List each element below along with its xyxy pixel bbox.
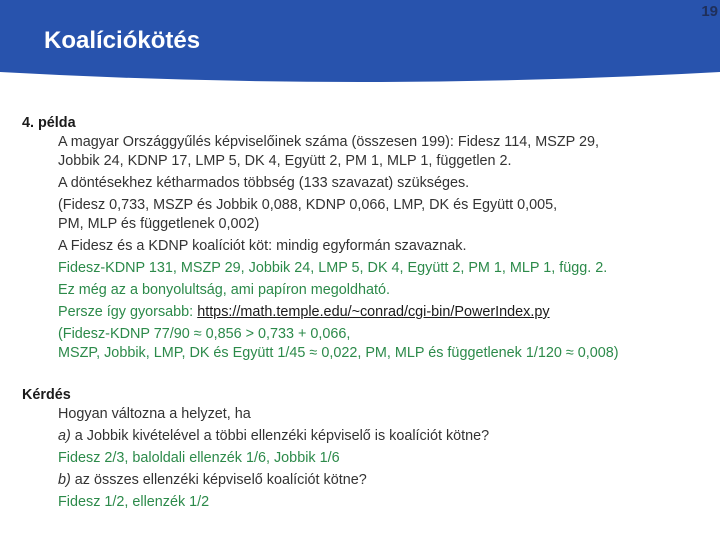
- example-line: PM, MLP és függetlenek 0,002): [58, 216, 260, 232]
- slide-content: [22, 114, 712, 515]
- question-b: [58, 471, 712, 490]
- result-line: (Fidesz-KDNP 77/90 ≈ 0,856 > 0,733 + 0,066,: [58, 326, 351, 342]
- question-body: [58, 405, 712, 512]
- slide-title: Koalíciókötés: [44, 27, 201, 54]
- example-line: A Fidesz és a KDNP koalíciót köt: mindig egyformán szavaznak.: [58, 238, 467, 254]
- example-line: (Fidesz 0,733, MSZP és Jobbik 0,088, KDNP 0,066, LMP, DK és Együtt 0,005,: [58, 197, 558, 213]
- question-heading: Kérdés: [22, 387, 71, 403]
- result-line: MSZP, Jobbik, LMP, DK és Együtt 1/45 ≈ 0,022, PM, MLP és függetlenek 1/120 ≈ 0,008): [58, 345, 619, 361]
- power-index-line: [58, 303, 712, 322]
- example-body: [58, 133, 712, 363]
- link-prefix: Persze így gyorsabb:: [58, 304, 198, 320]
- question-b-answer: Fidesz 1/2, ellenzék 1/2: [58, 494, 210, 510]
- section-gap: [22, 366, 712, 386]
- question-a: [58, 427, 712, 446]
- green-note-line: Fidesz-KDNP 131, MSZP 29, Jobbik 24, LMP 5, DK 4, Együtt 2, PM 1, MLP 1, függ. 2.: [58, 260, 608, 276]
- question-intro: Hogyan változna a helyzet, ha: [58, 406, 251, 422]
- example-line: A döntésekhez kétharmados többség (133 szavazat) szükséges.: [58, 175, 470, 191]
- page-number: 19: [701, 3, 718, 20]
- example-heading: 4. példa: [22, 115, 76, 131]
- question-a-label: a): [58, 428, 71, 444]
- question-b-label: b): [58, 472, 71, 488]
- example-line: Jobbik 24, KDNP 17, LMP 5, DK 4, Együtt 2, PM 1, MLP 1, független 2.: [58, 153, 512, 169]
- question-b-text: az összes ellenzéki képviselő koalíciót kötne?: [70, 472, 367, 488]
- question-a-text: a Jobbik kivételével a többi ellenzéki képviselő is koalíciót kötne?: [70, 428, 490, 444]
- question-a-answer: Fidesz 2/3, baloldali ellenzék 1/6, Jobbik 1/6: [58, 450, 340, 466]
- example-line: A magyar Országgyűlés képviselőinek száma (összesen 199): Fidesz 114, MSZP 29,: [58, 134, 599, 150]
- green-note-line: Ez még az a bonyolultság, ami papíron megoldható.: [58, 282, 390, 298]
- power-index-link[interactable]: https://math.temple.edu/~conrad/cgi-bin/PowerIndex.py: [197, 304, 550, 320]
